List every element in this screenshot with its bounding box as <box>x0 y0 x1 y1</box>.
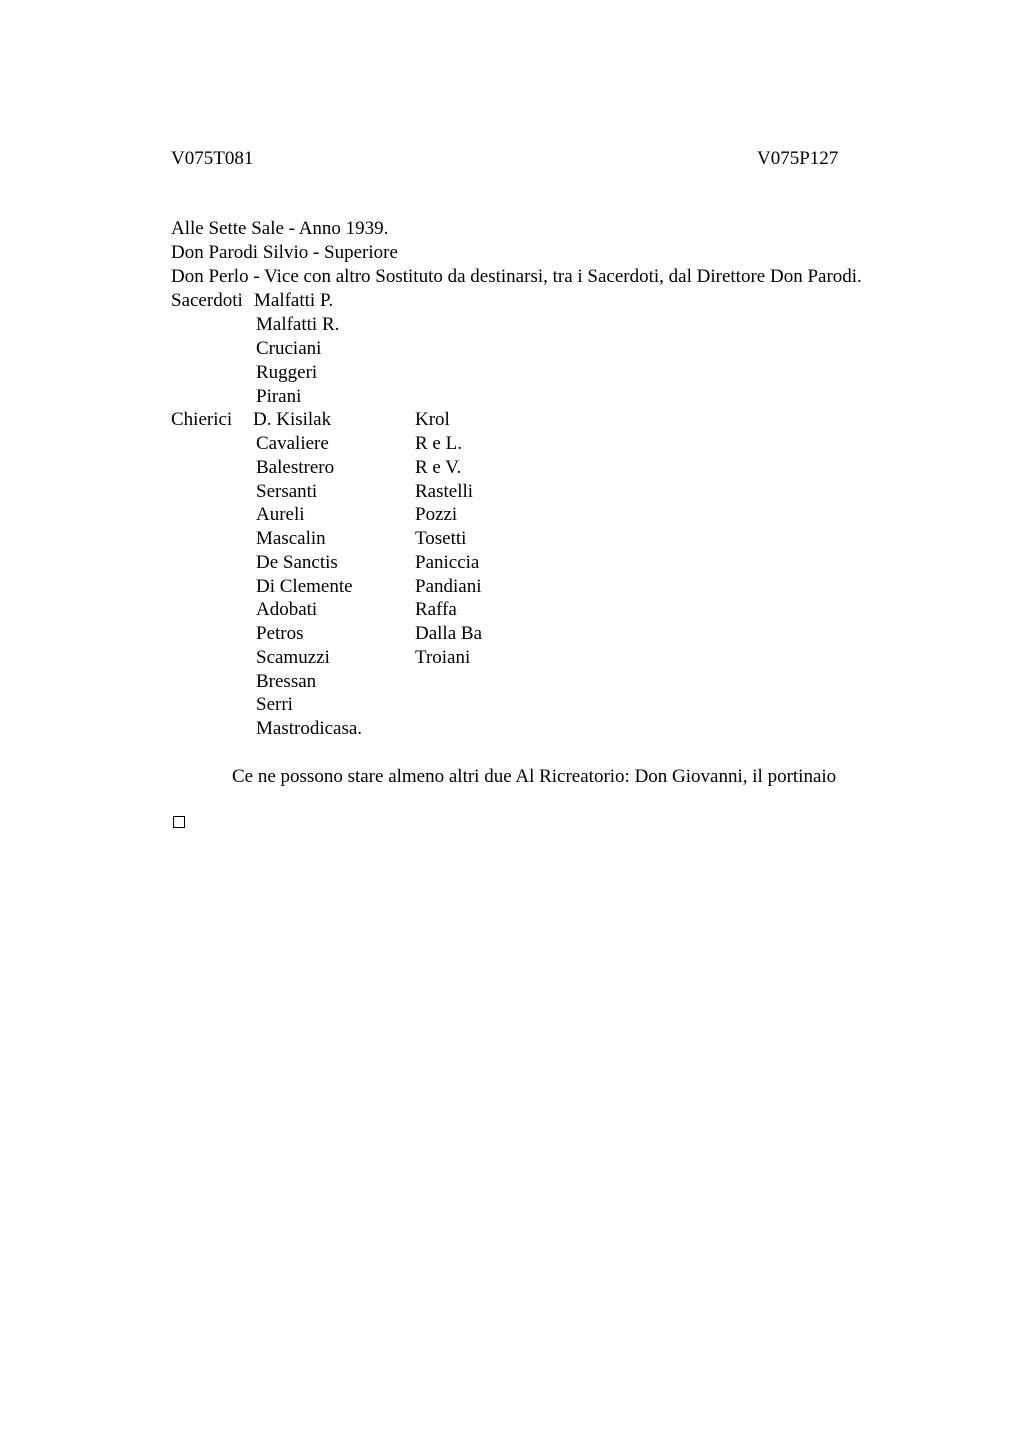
chierici-col2-item: R e L. <box>415 433 462 454</box>
chierici-col2-item: Pozzi <box>415 504 458 525</box>
chierici-col2-item: Krol <box>415 409 450 430</box>
intro-line-2: Don Parodi Silvio - Superiore <box>171 242 398 263</box>
sacerdoti-item: Ruggeri <box>256 362 318 383</box>
empty-box-glyph <box>173 816 185 828</box>
chierici-col1-item: Sersanti <box>256 481 318 502</box>
chierici-col2-item: R e V. <box>415 457 462 478</box>
chierici-col2-item: Dalla Ba <box>415 623 483 644</box>
sacerdoti-first: Malfatti P. <box>254 290 334 311</box>
chierici-label: Chierici <box>171 409 233 430</box>
header-left-code: V075T081 <box>171 148 254 169</box>
header-right-code: V075P127 <box>757 148 839 169</box>
sacerdoti-item: Cruciani <box>256 338 322 359</box>
chierici-col2-item: Pandiani <box>415 576 482 597</box>
chierici-col1-item: Di Clemente <box>256 576 353 597</box>
chierici-col1-item: D. Kisilak <box>253 409 332 430</box>
chierici-col1-item: Balestrero <box>256 457 335 478</box>
intro-line-1: Alle Sette Sale - Anno 1939. <box>171 218 389 239</box>
chierici-col2-item: Troiani <box>415 647 471 668</box>
intro-line-3: Don Perlo - Vice con altro Sostituto da destinarsi, tra i Sacerdoti, dal Direttore Don Parodi. <box>171 266 862 287</box>
chierici-col1-item: Mascalin <box>256 528 326 549</box>
closing-note: Ce ne possono stare almeno altri due Al Ricreatorio: Don Giovanni, il portinaio <box>232 766 837 787</box>
sacerdoti-label: Sacerdoti <box>171 290 243 311</box>
chierici-col2-item: Raffa <box>415 599 457 620</box>
chierici-col1-item: Adobati <box>256 599 318 620</box>
chierici-col2-item: Rastelli <box>415 481 474 502</box>
chierici-col1-item: Cavaliere <box>256 433 329 454</box>
chierici-col1-item: Mastrodicasa. <box>256 718 363 739</box>
chierici-col1-item: Serri <box>256 694 293 715</box>
sacerdoti-item: Malfatti R. <box>256 314 340 335</box>
sacerdoti-item: Pirani <box>256 386 302 407</box>
chierici-col1-item: Aureli <box>256 504 305 525</box>
chierici-col1-item: Bressan <box>256 671 317 692</box>
chierici-col1-item: De Sanctis <box>256 552 338 573</box>
chierici-col1-item: Petros <box>256 623 304 644</box>
chierici-col1-item: Scamuzzi <box>256 647 330 668</box>
chierici-col2-item: Paniccia <box>415 552 480 573</box>
chierici-col2-item: Tosetti <box>415 528 467 549</box>
